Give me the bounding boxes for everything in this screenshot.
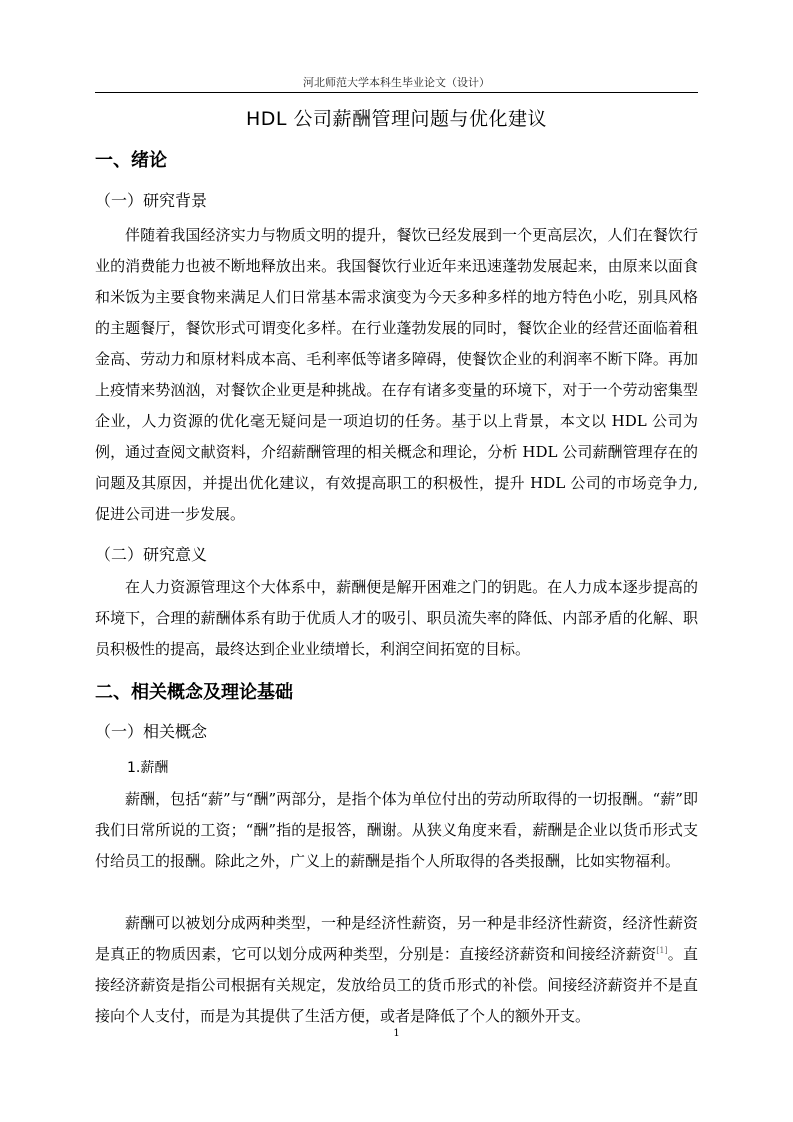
paragraph-salary-definition: 薪酬，包括“薪”与“酬”两部分，是指个体为单位付出的劳动所取得的一切报酬。“薪”即我们日常所说的工资；“酬”指的是报答，酬谢。从狭义角度来看，薪酬是企业以货币形式支付给员工的报酬。除此之外，广义上的薪酬是指个人所取得的各类报酬，比如实物福利。 xyxy=(95,790,698,870)
paragraph-salary-types-part1: 薪酬可以被划分成两种类型，一种是经济性薪资，另一种是非经济性薪资，经济性薪资是真正的物质因素，它可以划分成两种类型，分别是：直接经济薪资和间接经济薪资 xyxy=(95,914,698,963)
citation-ref[interactable]: [1] xyxy=(656,946,668,955)
document-title: HDL 公司薪酬管理问题与优化建议 xyxy=(245,108,548,130)
paragraph-salary-types xyxy=(95,908,698,1032)
page-number: 1 xyxy=(393,1028,400,1039)
paragraph-salary-types-part2: 。直接经济薪资是指公司根据有关规定，发放给员工的货币形式的补偿。间接经济薪资并不是直接向个人支付，而是为其提供了生活方便，或者是降低了个人的额外开支。 xyxy=(95,945,698,1025)
subsection-heading-significance: （二）研究意义 xyxy=(95,545,208,564)
section-heading-2: 二、相关概念及理论基础 xyxy=(95,682,293,703)
paragraph-background: 伴随着我国经济实力与物质文明的提升，餐饮已经发展到一个更高层次，人们在餐饮行业的消费能力也被不断地释放出来。我国餐饮行业近年来迅速蓬勃发展起来，由原来以面食和米饭为主要食物来满足人们日常基本需求演变为今天多种多样的地方特色小吃，别具风格的主题餐厅，餐饮形式可谓变化多样。在行业蓬勃发展的同时，餐饮企业的经营还面临着租金高、劳动力和原材料成本高、毛利率低等诸多障碍，使餐饮企业的利润率不断下降。再加上疫情来势汹汹，对餐饮企业更是种挑战。在存有诸多变量的环境下，对于一个劳动密集型企业，人力资源的优化毫无疑问是一项迫切的任务。基于以上背景，本文以 HDL 公司为例，通过查阅文献资料，介绍薪酬管理的相关概念和理论，分析 HDL 公司薪酬管理存在的问题及其原因，并提出优化建议，有效提高职工的积极性，提升 HDL 公司的市场竞争力,促进公司进一步发展。 xyxy=(95,226,698,523)
subsection-heading-concepts: （一）相关概念 xyxy=(95,722,208,741)
subsection-heading-background: （一）研究背景 xyxy=(95,191,208,210)
paragraph-significance: 在人力资源管理这个大体系中，薪酬便是解开困难之门的钥匙。在人力成本逐步提高的环境下，合理的薪酬体系有助于优质人才的吸引、职员流失率的降低、内部矛盾的化解、职员积极性的提高，最终达到企业业绩增长，利润空间拓宽的目标。 xyxy=(95,578,698,658)
running-header: 河北师范大学本科生毕业论文（设计） xyxy=(303,76,490,89)
section-heading-1: 一、绪论 xyxy=(95,150,167,171)
header-rule xyxy=(95,92,698,93)
item-heading-salary: 1.薪酬 xyxy=(127,760,169,776)
